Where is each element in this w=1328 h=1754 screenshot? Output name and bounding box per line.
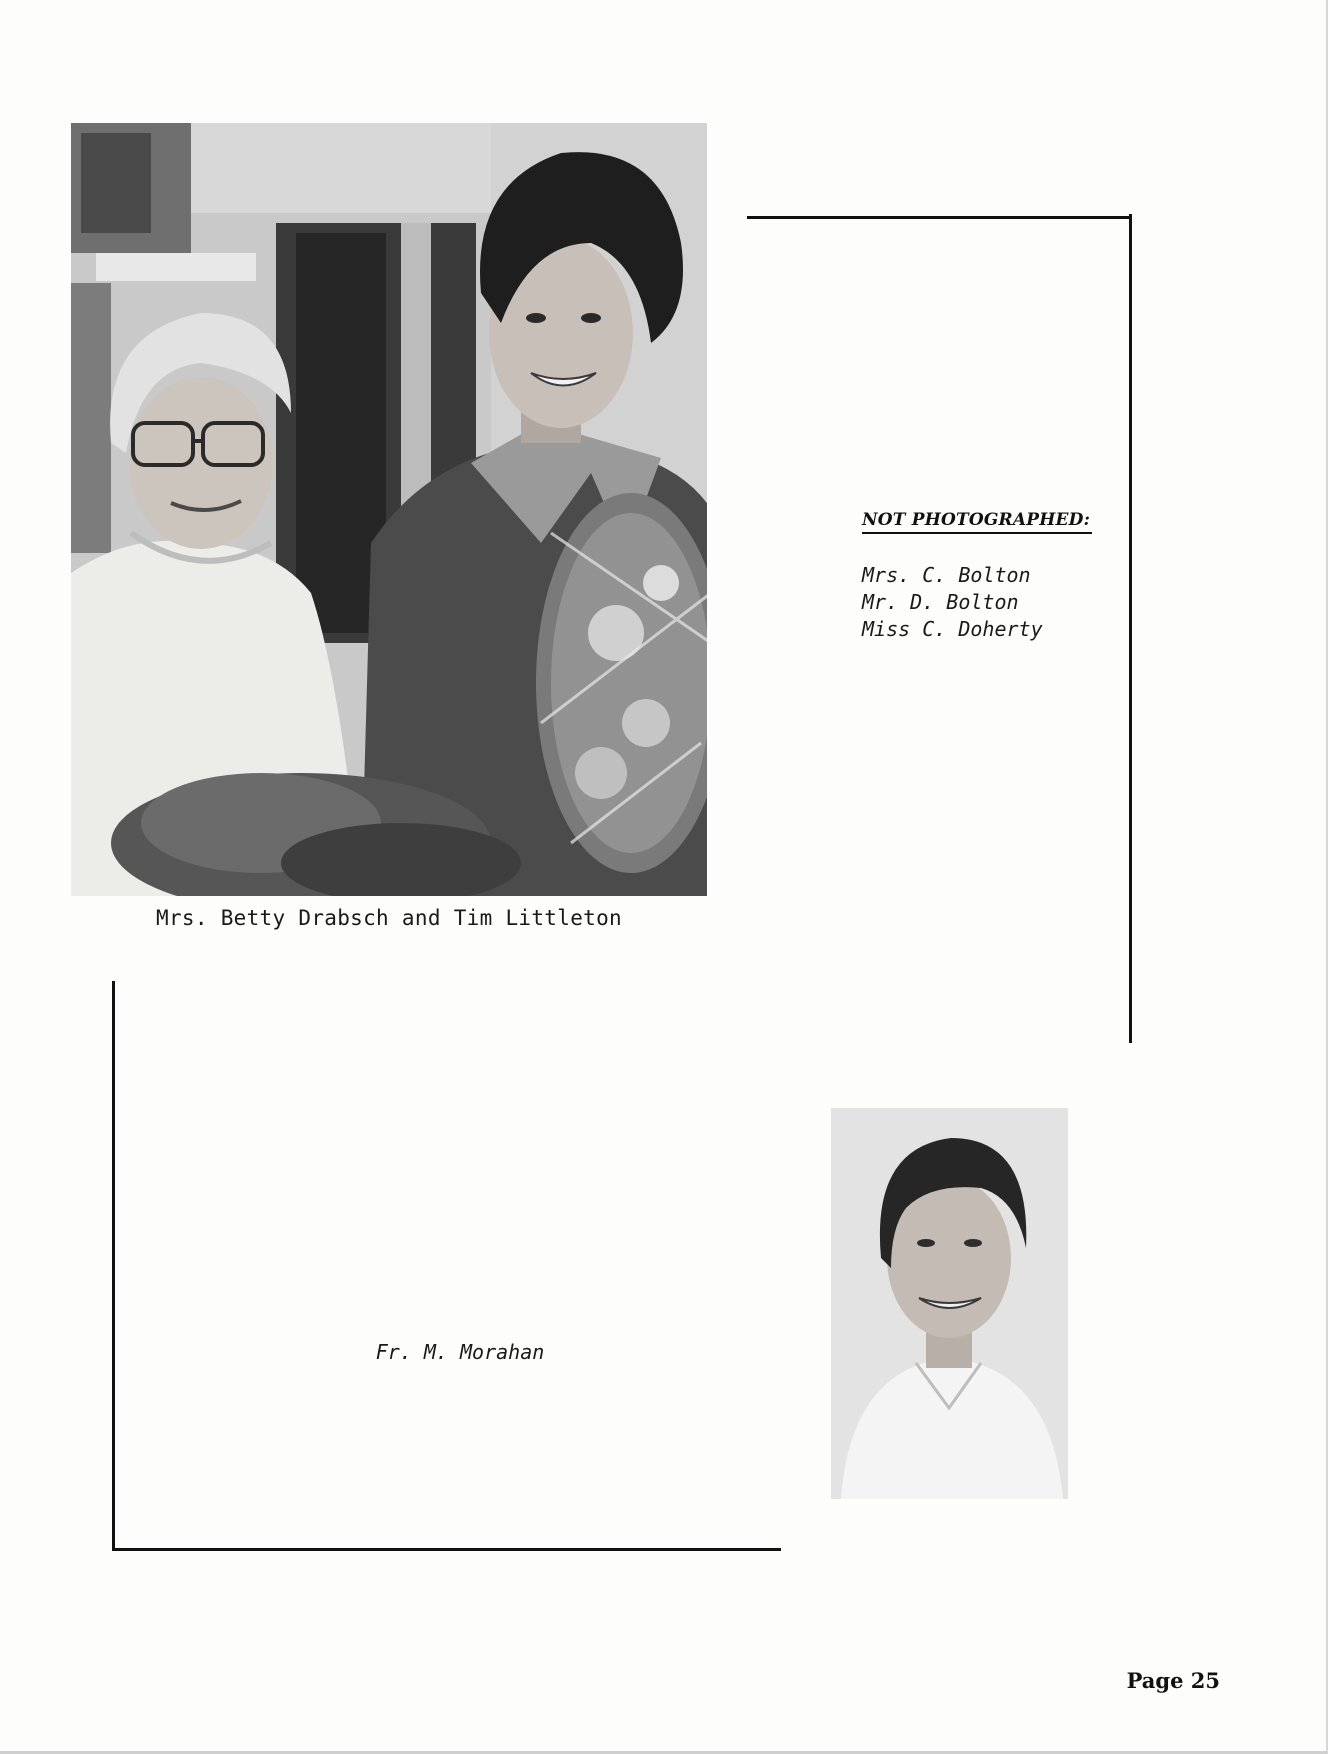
frame-top-rule — [747, 216, 1132, 219]
group-photograph-image — [71, 123, 707, 896]
group-photo-caption: Mrs. Betty Drabsch and Tim Littleton — [156, 906, 622, 930]
list-item: Mrs. C. Bolton — [862, 563, 1031, 587]
not-photographed-list — [862, 562, 1043, 643]
list-item: Miss C. Doherty — [862, 617, 1043, 641]
frame-bottom-rule — [112, 1548, 781, 1551]
page-number: Page 25 — [1126, 1668, 1220, 1693]
portrait-photograph-image — [831, 1108, 1068, 1499]
portrait-photograph — [831, 1108, 1068, 1499]
not-photographed-heading: NOT PHOTOGRAPHED: — [862, 510, 1092, 534]
frame-left-rule — [112, 981, 115, 1551]
frame-right-rule — [1129, 214, 1132, 1043]
list-item: Mr. D. Bolton — [862, 590, 1019, 614]
portrait-caption: Fr. M. Morahan — [375, 1340, 545, 1364]
group-photograph — [71, 123, 707, 896]
